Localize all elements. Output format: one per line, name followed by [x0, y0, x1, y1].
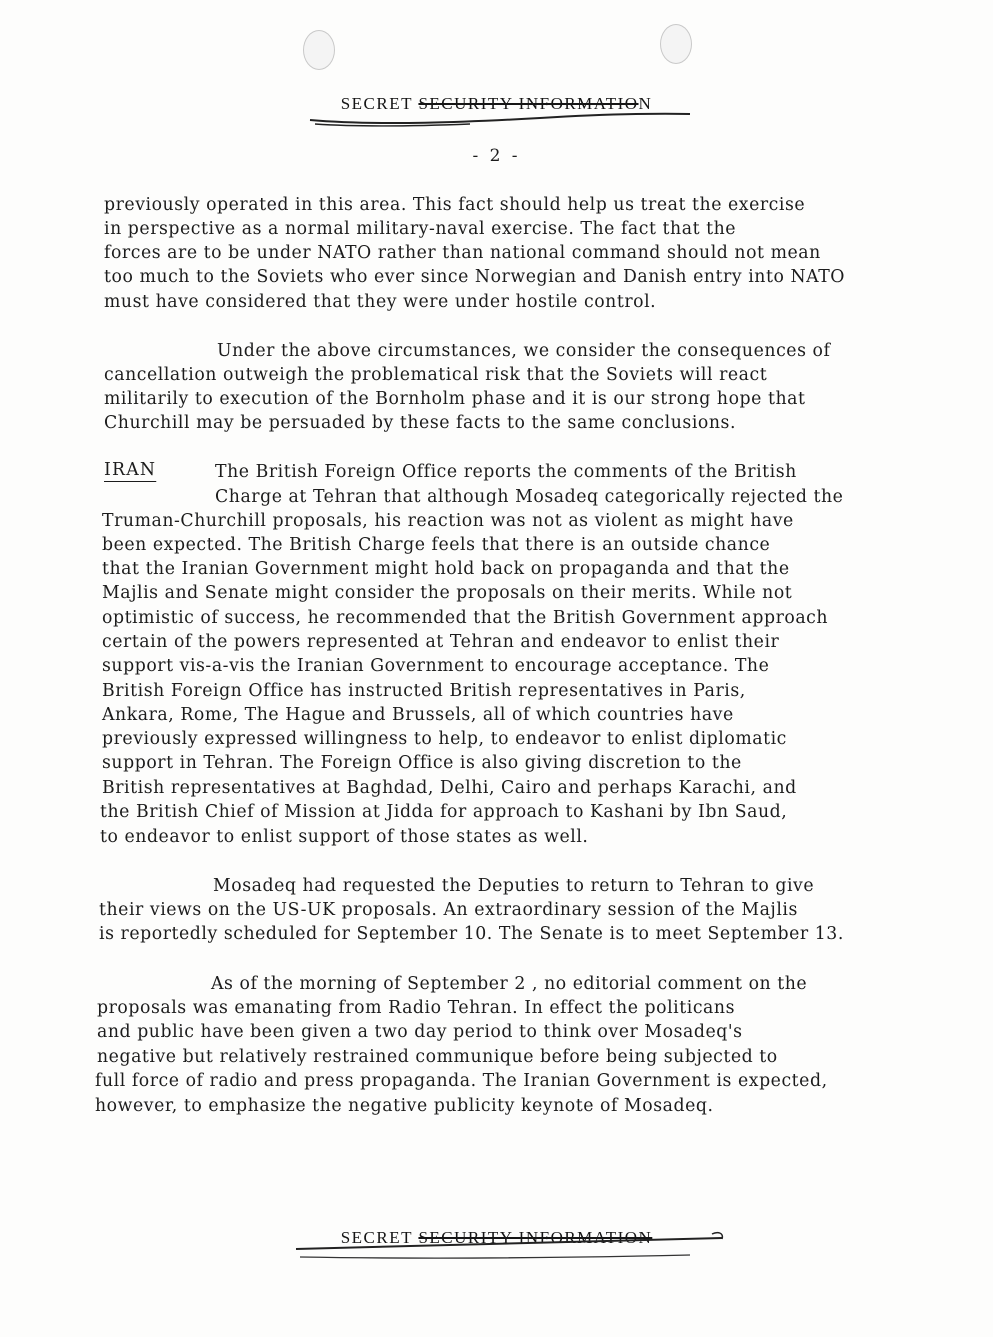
footer-classification — [0, 1228, 993, 1248]
text-line: proposals was emanating from Radio Tehran. In effect the politicans — [97, 998, 736, 1018]
text-line: their views on the US-UK proposals. An extraordinary session of the Majlis — [99, 900, 798, 920]
text-line: too much to the Soviets who ever since Norwegian and Danish entry into NATO — [104, 267, 846, 287]
text-line: British Foreign Office has instructed British representatives in Paris, — [102, 681, 746, 701]
punch-hole-right — [660, 24, 692, 64]
text-line: to endeavor to enlist support of those states as well. — [100, 827, 589, 847]
header-handwritten-underline — [0, 0, 993, 140]
text-line: cancellation outweigh the problematical risk that the Soviets will react — [104, 365, 768, 385]
text-line: the British Chief of Mission at Jidda for approach to Kashani by Ibn Saud, — [100, 802, 788, 822]
text-line: Mosadeq had requested the Deputies to return to Tehran to give — [213, 876, 815, 896]
text-line: support vis-a-vis the Iranian Government to encourage acceptance. The — [102, 656, 770, 676]
text-line: previously expressed willingness to help, to endeavor to enlist diplomatic — [102, 729, 787, 749]
classification-kept: SECRET — [340, 94, 419, 113]
classification-struck: SECURITY INFORMATIO — [418, 94, 639, 113]
header-classification — [0, 94, 993, 114]
classification-tail: N — [638, 94, 653, 113]
text-line: previously operated in this area. This fact should help us treat the exercise — [104, 195, 806, 215]
text-line: Ankara, Rome, The Hague and Brussels, all of which countries have — [102, 705, 734, 725]
text-line: in perspective as a normal military-naval exercise. The fact that the — [104, 219, 737, 239]
classification-kept: SECRET — [340, 1228, 419, 1247]
text-line: certain of the powers represented at Tehran and endeavor to enlist their — [102, 632, 780, 652]
text-line: As of the morning of September 2 , no editorial comment on the — [211, 974, 808, 994]
text-line: Charge at Tehran that although Mosadeq categorically rejected the — [215, 487, 844, 507]
text-line: British representatives at Baghdad, Delhi, Cairo and perhaps Karachi, and — [102, 778, 797, 798]
text-line: forces are to be under NATO rather than national command should not mean — [104, 243, 821, 263]
text-line: however, to emphasize the negative publicity keynote of Mosadeq. — [95, 1096, 714, 1116]
text-line: been expected. The British Charge feels that there is an outside chance — [102, 535, 771, 555]
text-line: support in Tehran. The Foreign Office is also giving discretion to the — [102, 753, 742, 773]
text-line: Truman-Churchill proposals, his reaction was not as violent as might have — [102, 511, 794, 531]
text-line: optimistic of success, he recommended that the British Government approach — [102, 608, 829, 628]
text-line: is reportedly scheduled for September 10. The Senate is to meet September 13. — [99, 924, 844, 944]
text-line: Majlis and Senate might consider the proposals on their merits. While not — [102, 583, 793, 603]
text-line: The British Foreign Office reports the comments of the British — [215, 462, 797, 482]
punch-hole-left — [303, 30, 335, 70]
text-line: Under the above circumstances, we consider the consequences of — [217, 341, 831, 361]
page-number: - 2 - — [472, 146, 521, 166]
classification-struck: SECURITY INFORMATION — [418, 1228, 653, 1247]
text-line: full force of radio and press propaganda. The Iranian Government is expected, — [95, 1071, 828, 1091]
text-line: Churchill may be persuaded by these facts to the same conclusions. — [104, 413, 736, 433]
text-line: that the Iranian Government might hold back on propaganda and that the — [102, 559, 790, 579]
text-line: negative but relatively restrained communique before being subjected to — [97, 1047, 778, 1067]
text-line: militarily to execution of the Bornholm phase and it is our strong hope that — [104, 389, 806, 409]
text-line: must have considered that they were under hostile control. — [104, 292, 657, 312]
text-line: and public have been given a two day period to think over Mosadeq's — [97, 1022, 743, 1042]
section-heading-iran: IRAN — [104, 460, 157, 480]
